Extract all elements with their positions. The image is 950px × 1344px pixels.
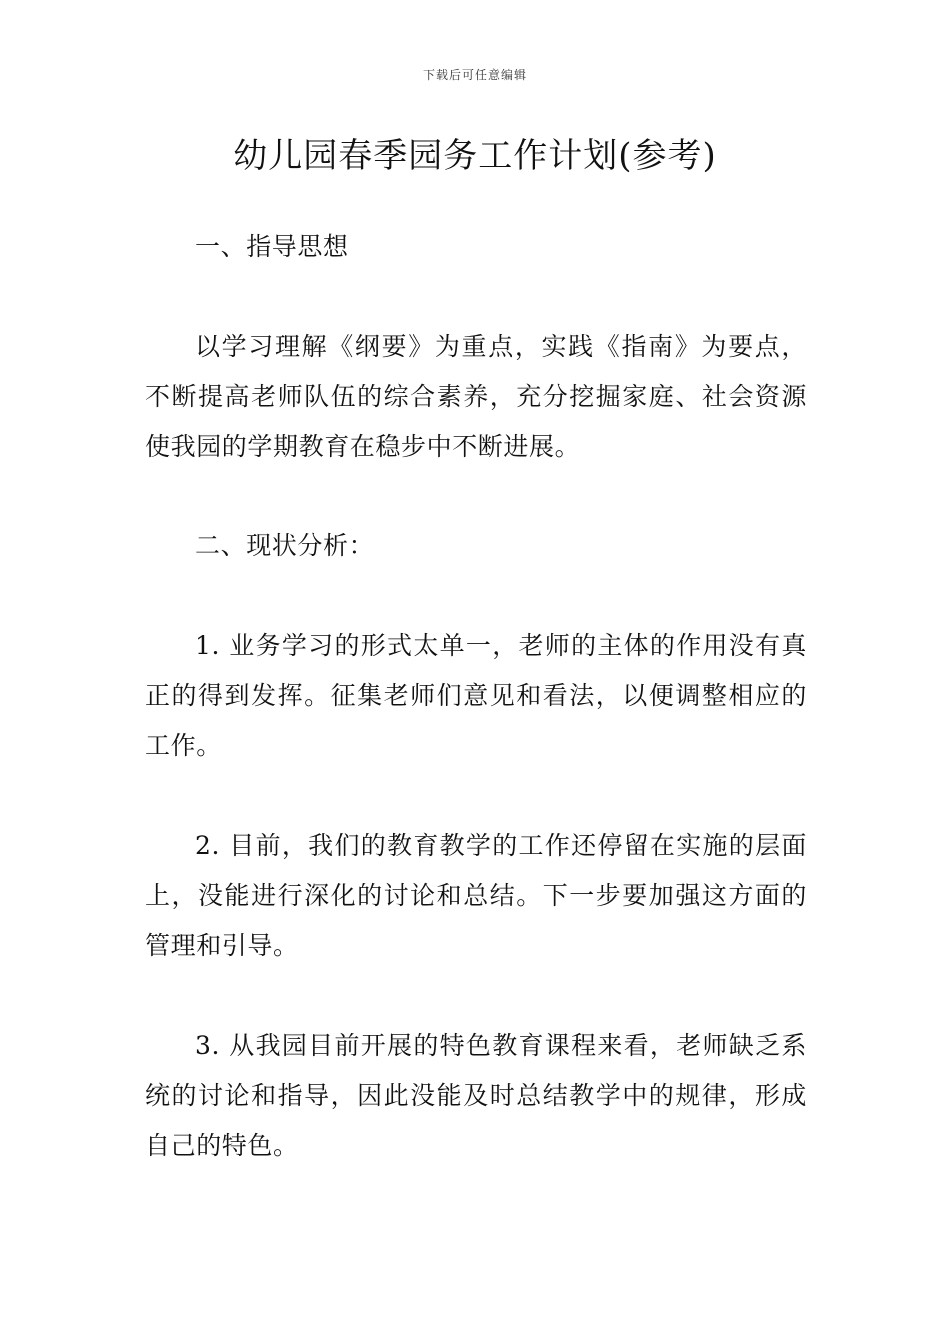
paragraph-analysis-item-3: 3. 从我园目前开展的特色教育课程来看，老师缺乏系统的讨论和指导，因此没能及时总结教学中的规律，形成自己的特色。 [145,1031,807,1160]
paragraph-guiding-ideology: 以学习理解《纲要》为重点，实践《指南》为要点，不断提高老师队伍的综合素养，充分挖掘家庭、社会资源使我园的学期教育在稳步中不断进展。 [145,332,807,461]
document-title: 幼儿园春季园务工作计划(参考) [233,136,717,176]
paragraph-analysis-item-2: 2. 目前，我们的教育教学的工作还停留在实施的层面上，没能进行深化的讨论和总结。下一步要加强这方面的管理和引导。 [145,831,807,960]
section-heading-status-analysis: 二、现状分析： [195,531,375,560]
section-heading-guiding-ideology: 一、指导思想 [195,232,349,261]
paragraph-analysis-item-1: 1. 业务学习的形式太单一，老师的主体的作用没有真正的得到发挥。征集老师们意见和看法，以便调整相应的工作。 [145,631,807,760]
header-note: 下载后可任意编辑 [422,68,527,82]
